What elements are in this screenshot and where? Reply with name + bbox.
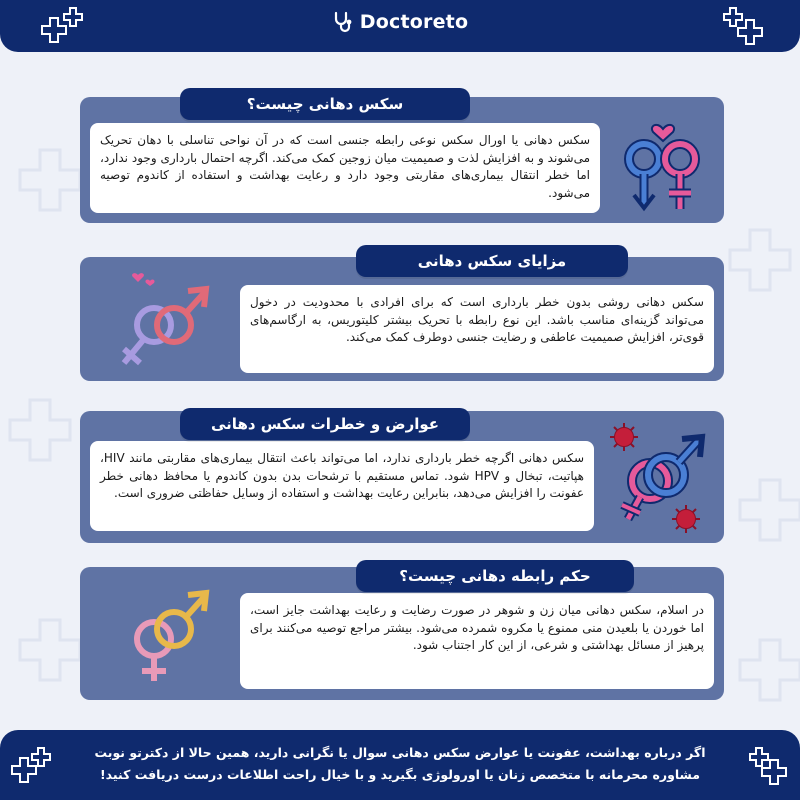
- footer-line: مشاوره محرمانه با متخصص زنان یا اورولوژی بگیرید و با خیال راحت اطلاعات درست دریافت کنید!: [99, 767, 701, 782]
- interlocked-gender-symbols-icon: [110, 267, 220, 377]
- stethoscope-icon: [332, 11, 354, 33]
- header-bar: [0, 0, 800, 52]
- section-title: مزایای سکس دهانی: [356, 245, 628, 277]
- section-text: سکس دهانی روشی بدون خطر بارداری است که برای افرادی با محدودیت در دخول می‌تواند گزینه‌ای مناسب باشد. این نوع رابطه با تحریک بیشتر کلیتوریس، به ارگاسم‌های قوی‌تر، افزایش صمیمیت عاطفی و رضایت جنسی دوطرف کمک می‌کند.: [240, 285, 714, 373]
- gender-symbols-virus-icon: [600, 415, 722, 539]
- footer-line: اگر درباره بهداشت، عفونت یا عوارض سکس دهانی سوال یا نگرانی دارید، همین حالا از دکترتو نوبت: [94, 745, 706, 760]
- footer-message: [60, 742, 740, 786]
- section-title: سکس دهانی چیست؟: [180, 88, 470, 120]
- gender-symbols-heart-icon: [608, 111, 718, 215]
- linked-gender-symbols-icon: [110, 581, 220, 691]
- section-text: در اسلام، سکس دهانی میان زن و شوهر در صورت رضایت و رعایت بهداشت جایز است، اما خوردن یا بلعیدن منی ممنوع یا مکروه شمرده می‌شود. بیشتر مراجع توصیه می‌کنند برای پرهیز از مسائل بهداشتی و شرعی، از این کار اجتناب شود.: [240, 593, 714, 689]
- plus-decoration-icon: [748, 746, 790, 786]
- section-text: سکس دهانی اگرچه خطر بارداری ندارد، اما می‌تواند باعث انتقال بیماری‌های مقاربتی مانند HIV، هپاتیت، تبخال و HPV شود. تماس مستقیم با ترشحات بدن بدون کاندوم یا محافظ دهانی خطر عفونت را افزایش می‌دهد، بنابراین رعایت بهداشت و استفاده از وسایل حفاظتی ضروری است.: [90, 441, 594, 531]
- brand-logo[interactable]: [0, 0, 800, 44]
- section-title: عوارض و خطرات سکس دهانی: [180, 408, 470, 440]
- section-text: سکس دهانی یا اورال سکس نوعی رابطه جنسی است که در آن نواحی تناسلی با دهان تحریک می‌شوند و به افزایش لذت و صمیمیت میان زوجین کمک می‌کند. اگرچه احتمال بارداری وجود ندارد، اما خطر انتقال بیماری‌های مقاربتی وجود دارد و رعایت بهداشت و استفاده از کاندوم توصیه می‌شود.: [90, 123, 600, 213]
- plus-decoration-icon: [10, 746, 52, 786]
- footer-cta: [0, 730, 800, 800]
- brand-name: Doctoreto: [359, 11, 469, 33]
- section-title: حکم رابطه دهانی چیست؟: [356, 560, 634, 592]
